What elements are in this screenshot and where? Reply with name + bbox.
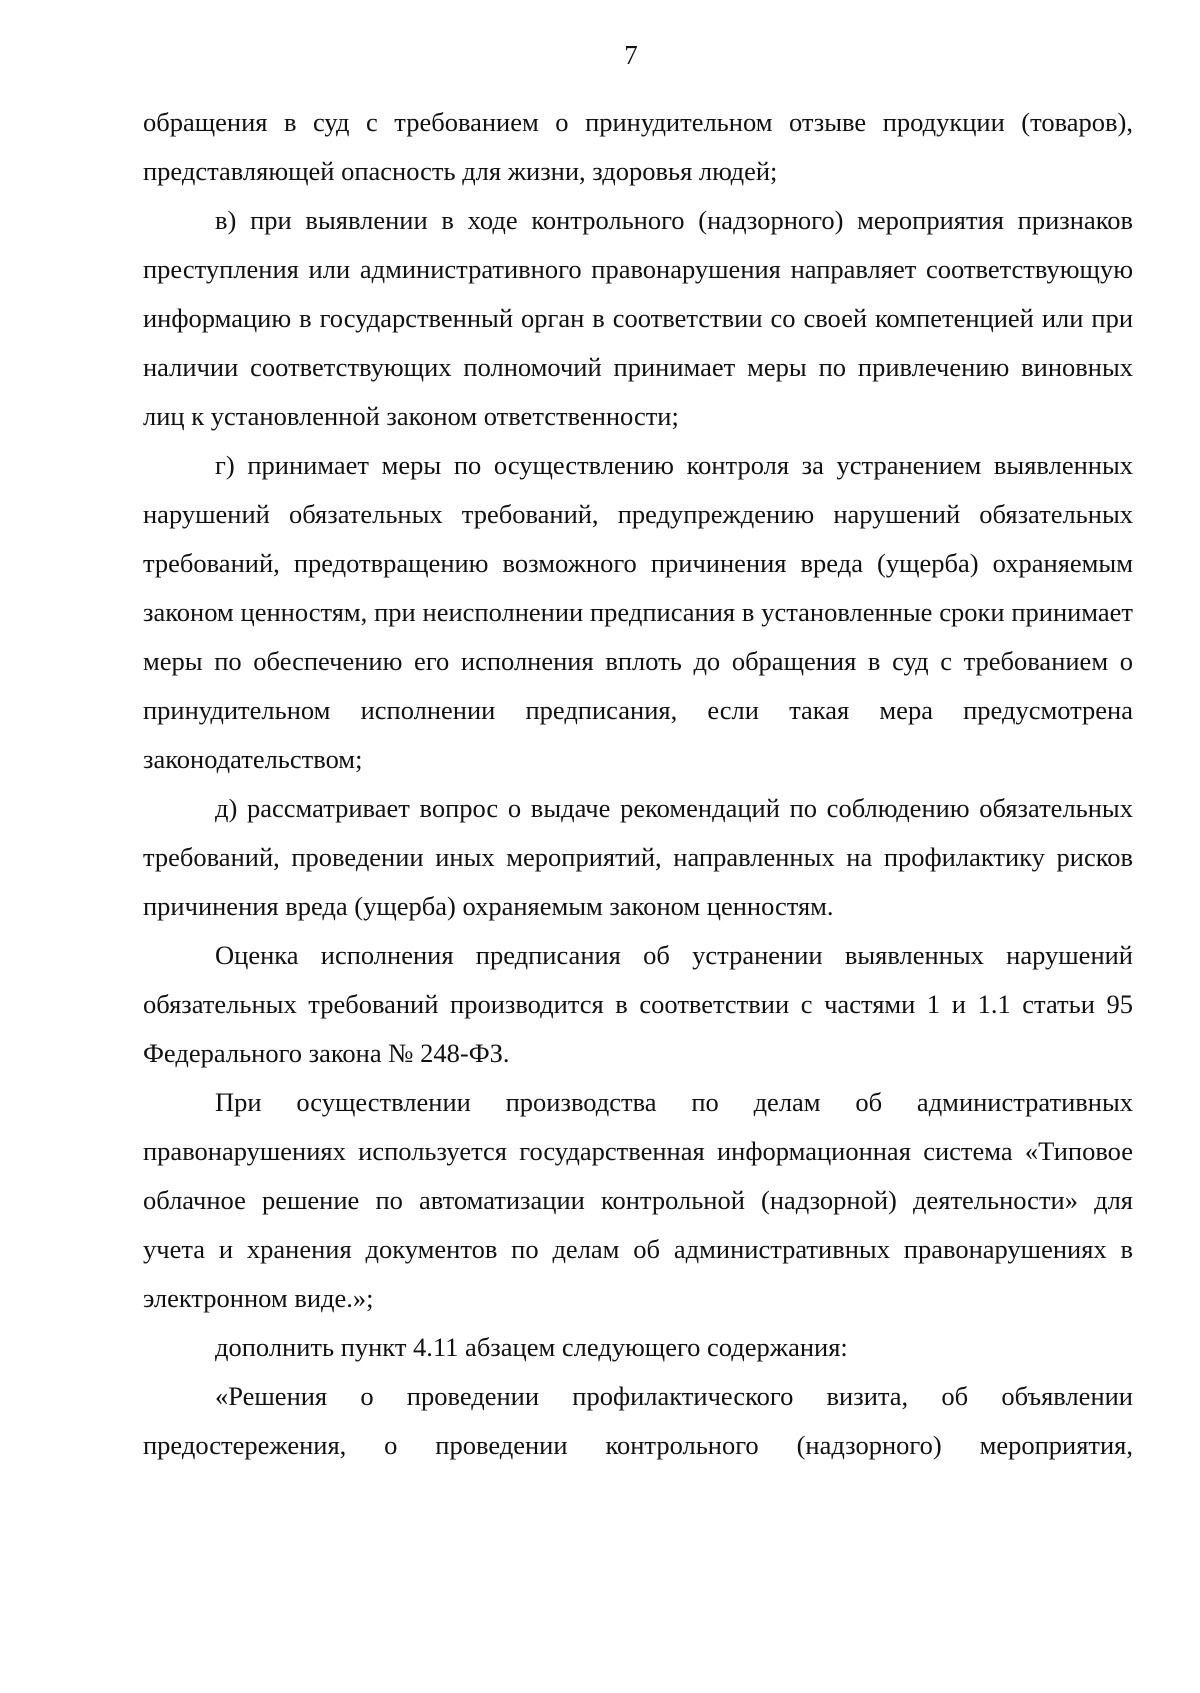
page-number: 7 — [624, 40, 638, 70]
paragraph-information-system: При осуществлении производства по делам об административных правонарушениях используется государственная информационная система «Типовое облачное решение по автоматизации контрольной (надзорной) деятельности» для учета и хранения документов по делам об административных правонарушениях в электронном виде.»; — [143, 1087, 1133, 1313]
paragraph-item-d: д) рассматривает вопрос о выдаче рекомендаций по соблюдению обязательных требований, проведении иных мероприятий, направленных на профилактику рисков причинения вреда (ущерба) охраняемым законом ценностям. — [143, 793, 1133, 921]
paragraph-assessment: Оценка исполнения предписания об устранении выявленных нарушений обязательных требований производится в соответствии с частями 1 и 1.1 статьи 95 Федерального закона № 248-ФЗ. — [143, 940, 1133, 1068]
paragraph-item-v: в) при выявлении в ходе контрольного (надзорного) мероприятия признаков преступления или административного правонарушения направляет соответствующую информацию в государственный орган в соответствии со своей компетенцией или при наличии соответствующих полномочий принимает меры по привлечению виновных лиц к установленной законом ответственности; — [143, 205, 1133, 431]
paragraph-continuation: обращения в суд с требованием о принудительном отзыве продукции (товаров), представляющей опасность для жизни, здоровья людей; — [143, 107, 1133, 186]
paragraph-item-g: г) принимает меры по осуществлению контроля за устранением выявленных нарушений обязательных требований, предупреждению нарушений обязательных требований, предотвращению возможного причинения вреда (ущерба) охраняемым законом ценностям, при неисполнении предписания в установленные сроки принимает меры по обеспечению его исполнения вплоть до обращения в суд с требованием о принудительном исполнении предписания, если такая мера предусмотрена законодательством; — [143, 450, 1133, 774]
paragraph-new-text: «Решения о проведении профилактического визита, об объявлении предостережения, о проведении контрольного (надзорного) мероприятия, — [143, 1381, 1133, 1460]
paragraph-amendment-instruction: дополнить пункт 4.11 абзацем следующего содержания: — [215, 1332, 848, 1362]
document-body — [143, 98, 1133, 1470]
